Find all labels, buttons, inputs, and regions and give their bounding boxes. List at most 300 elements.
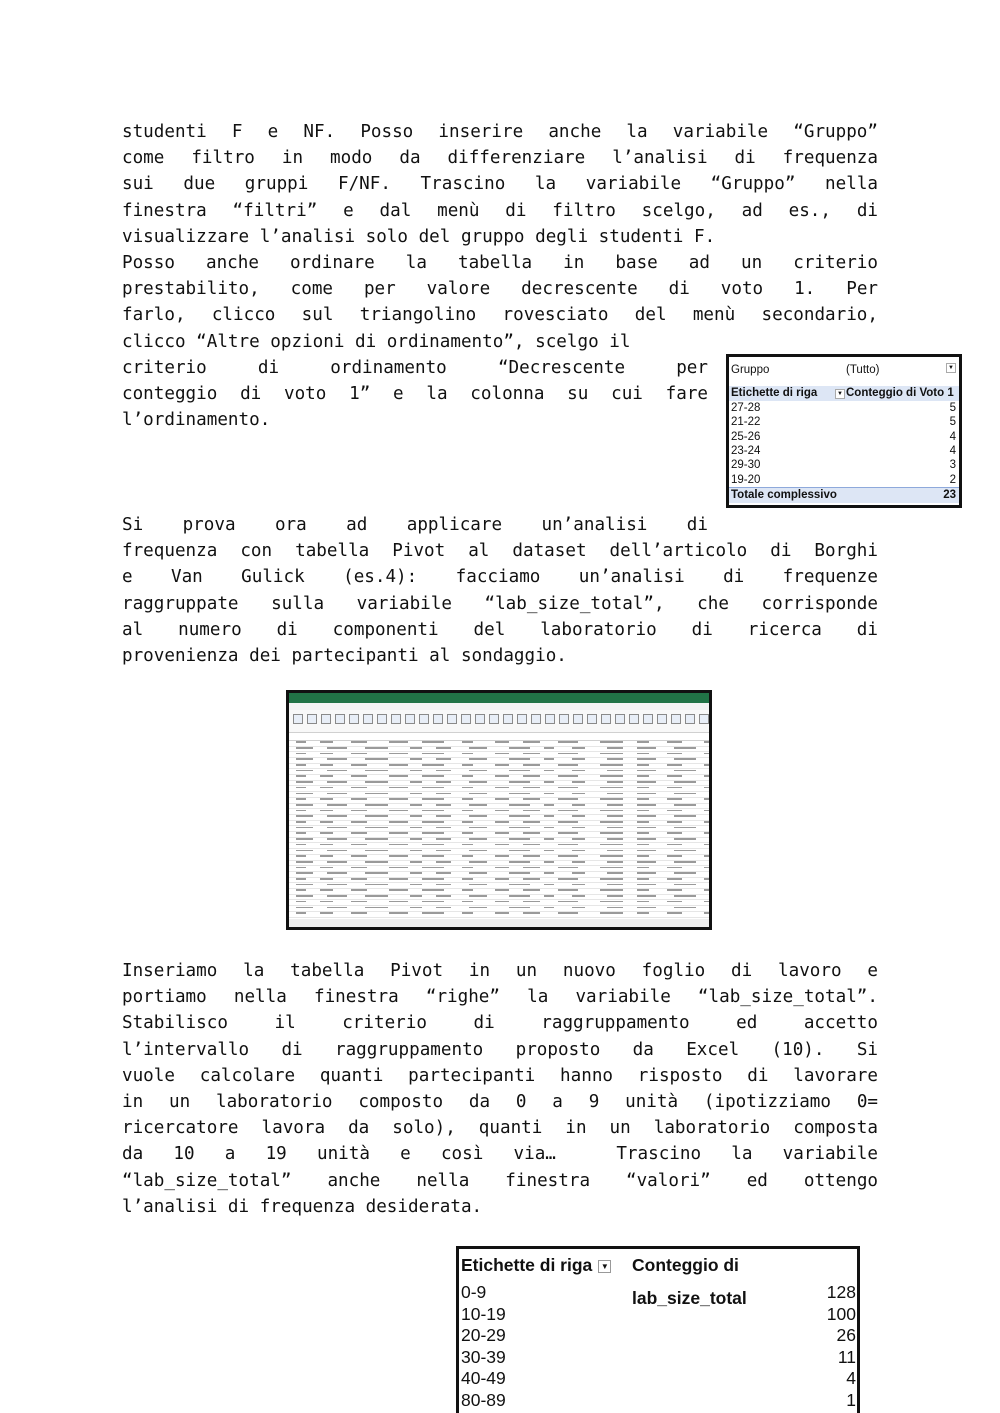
excel-cell [572,793,585,795]
excel-cell [320,832,333,834]
excel-cell [327,793,347,795]
ribbon-icon [685,714,695,724]
excel-cell [523,855,540,857]
text-line: provenienza dei partecipanti al sondaggio. [122,645,567,666]
ribbon-icon [475,714,485,724]
excel-cell [667,741,682,743]
excel-cell [410,770,422,772]
excel-cell [544,804,554,806]
excel-cell [523,798,540,800]
excel-cell [495,878,509,880]
row-labels-header-text: Etichette di riga [461,1255,593,1275]
excel-cell [704,878,709,880]
ribbon-icon [643,714,653,724]
value-header: Conteggio di Voto 1 [846,387,954,400]
excel-cell [704,775,709,777]
excel-cell [600,798,623,800]
excel-cell [495,912,509,914]
excel-cell [320,798,333,800]
text-line: portiamo nella finestra “righe” la variabile “lab_size_total”. [122,987,878,1008]
excel-cell [495,753,509,755]
excel-cell [351,832,367,834]
excel-ribbon [289,710,709,733]
excel-cell [558,798,578,800]
excel-cell [327,747,347,749]
excel-cell [637,867,649,869]
excel-cell [637,901,649,903]
ribbon-icon [293,714,303,724]
excel-cell [523,912,540,914]
excel-cell [462,844,473,846]
excel-cell [495,764,509,766]
excel-cell [351,787,367,789]
excel-cell [704,821,709,823]
ribbon-icon [307,714,317,724]
excel-cell [572,872,585,874]
excel-cell [436,872,451,874]
excel-cell [674,770,696,772]
text-line: vuole calcolare quanti partecipanti hanno risposto di lavorare [122,1065,878,1086]
ribbon-icon [419,714,429,724]
excel-cell [296,861,313,863]
ribbon-icon [657,714,667,724]
excel-cell [296,810,306,812]
excel-cell [607,793,623,795]
excel-cell [436,895,451,897]
excel-cell [523,753,540,755]
excel-cell [296,850,313,852]
excel-cell [320,855,333,857]
excel-cell [495,787,509,789]
excel-cell [544,793,554,795]
excel-cell [296,793,313,795]
excel-cell [509,907,530,909]
excel-cell [410,861,422,863]
text-line: clicco “Altre opzioni di ordinamento”, scelgo il [122,331,631,352]
excel-cell [320,901,333,903]
filter-dropdown-icon[interactable]: ▼ [946,363,956,373]
excel-cell [351,855,367,857]
excel-cell [422,901,444,903]
ribbon-icon [531,714,541,724]
excel-cell [544,895,554,897]
excel-cell [523,741,540,743]
excel-cell [558,912,578,914]
excel-cell [558,741,578,743]
excel-cell [667,810,682,812]
excel-cell [296,821,306,823]
excel-cell [422,855,444,857]
excel-cell [523,844,540,846]
excel-cell [462,901,473,903]
excel-cell [320,764,333,766]
text-line: da 10 a 19 unità e così via… Trascino la variabile [122,1144,878,1165]
excel-cell [637,798,649,800]
excel-cell [667,764,682,766]
excel-cell [607,747,623,749]
text-line: ricercatore lavora da solo), quanti in un laboratorio composta [122,1118,878,1139]
row-label: 25-26 [731,430,761,443]
row-label: 30-39 [461,1346,506,1367]
text-line: conteggio di voto 1” e la colonna su cui fare [122,383,708,404]
excel-cell [704,810,709,812]
excel-cell [422,878,444,880]
excel-cell [296,747,313,749]
excel-cell [509,827,530,829]
excel-cell [351,821,367,823]
excel-cell [637,844,649,846]
excel-cell [667,912,682,914]
excel-cell [410,781,422,783]
excel-cell [509,861,530,863]
excel-cell [422,753,444,755]
excel-cell [523,764,540,766]
excel-cell [509,793,530,795]
excel-cell [637,827,656,829]
excel-cell [523,821,540,823]
excel-cell [667,798,682,800]
excel-cell [495,844,509,846]
excel-cell [436,907,451,909]
excel-cell [365,907,388,909]
text-line: in un laboratorio composto da 0 a 9 unità (ipotizziamo 0= [122,1091,878,1112]
excel-cell [410,907,422,909]
text-line: Si prova ora ad applicare un’analisi di [122,515,708,535]
excel-cell [436,827,451,829]
excel-cell [365,747,388,749]
excel-cell [544,861,554,863]
pivot-table-voto [726,354,962,508]
row-value: 1 [846,1389,856,1410]
excel-cell [462,889,473,891]
paragraph-filter-group [122,119,878,250]
excel-cell [436,850,451,852]
excel-cell [600,867,623,869]
excel-cell [667,775,682,777]
excel-cell [365,861,388,863]
excel-cell [637,793,656,795]
excel-cell [320,878,333,880]
excel-cell [327,781,347,783]
excel-cell [495,810,509,812]
excel-cell [544,827,554,829]
excel-cell [637,907,656,909]
excel-cell [422,821,444,823]
excel-cell [572,781,585,783]
excel-cell [558,775,578,777]
excel-cell [674,895,696,897]
excel-cell [558,821,578,823]
excel-cell [296,867,306,869]
excel-cell [607,907,623,909]
ribbon-icon [363,714,373,724]
sort-dropdown-icon[interactable]: ▼ [598,1260,611,1273]
value-header: Conteggio di lab_size_total [632,1255,747,1308]
excel-cell [704,753,709,755]
excel-cell [509,872,530,874]
ribbon-icon [321,714,331,724]
excel-cell [351,775,367,777]
row-value: 4 [846,1368,856,1388]
excel-cell [558,787,578,789]
text-line: l’ordinamento. [122,410,271,431]
excel-cell [509,758,530,760]
excel-cell [389,855,408,857]
text-line: “lab_size_total” anche nella finestra “valori” ed ottengo [122,1170,878,1191]
excel-cell [462,867,473,869]
excel-cell [607,861,623,863]
excel-cell [320,867,333,869]
excel-cell [320,775,333,777]
excel-cell [365,827,388,829]
excel-cell [410,758,422,760]
excel-cell [422,741,444,743]
excel-cell [422,832,444,834]
excel-cell [389,787,408,789]
excel-cell [296,787,306,789]
excel-cell [509,781,530,783]
row-value: 100 [826,1303,856,1324]
ribbon-icon [629,714,639,724]
excel-cell [422,787,444,789]
excel-cell [296,895,313,897]
excel-cell [422,912,444,914]
excel-cell [637,895,656,897]
excel-cell [523,889,540,891]
excel-cell [351,798,367,800]
excel-cell [558,844,578,846]
row-label: 0-9 [461,1282,487,1302]
excel-cell [436,838,451,840]
excel-cell [637,850,656,852]
text-line: studenti F e NF. Posso inserire anche la variabile “Gruppo” [122,122,878,142]
excel-cell [296,855,306,857]
excel-cell [674,781,696,783]
excel-cell [509,770,530,772]
excel-cell [351,741,367,743]
excel-cell [600,889,623,891]
excel-cell [410,884,422,886]
row-value: 4 [949,430,956,443]
total-value: 23 [943,489,956,502]
excel-cell [495,867,509,869]
excel-cell [296,907,313,909]
excel-cell [410,793,422,795]
excel-cell [704,787,709,789]
excel-cell [422,810,444,812]
excel-cell [704,741,709,743]
excel-cell [365,758,388,760]
excel-cell [674,838,696,840]
table-row [729,430,959,444]
excel-cell [544,781,554,783]
row-value: 5 [949,401,956,414]
excel-cell [637,775,649,777]
filter-value: (Tutto) [846,364,880,376]
excel-cell [523,810,540,812]
excel-cell [495,832,509,834]
excel-sheet-tabs [289,919,709,927]
text-line: Inseriamo la tabella Pivot in un nuovo foglio di lavoro e [122,961,878,981]
row-label: 80-89 [461,1389,506,1410]
table-row [729,401,959,415]
excel-cell [462,764,473,766]
excel-cell [296,827,313,829]
row-label: 21-22 [731,416,761,429]
excel-cell [674,861,696,863]
excel-cell [572,850,585,852]
excel-cell [674,907,696,909]
excel-cell [544,872,554,874]
excel-cell [351,878,367,880]
sort-dropdown-icon[interactable]: ▼ [835,389,845,399]
excel-cell [607,804,623,806]
excel-cell [667,878,682,880]
pivot-header-row [729,386,959,400]
excel-cell [572,884,585,886]
excel-cell [296,878,306,880]
excel-cell [327,827,347,829]
excel-cell [462,821,473,823]
excel-cell [320,821,333,823]
excel-cell [389,775,408,777]
excel-cell [469,884,487,886]
excel-cell [410,850,422,852]
excel-cell [600,901,623,903]
excel-cell [296,758,313,760]
excel-cell [296,912,306,914]
excel-cell [558,901,578,903]
excel-cell [667,832,682,834]
excel-cell [674,758,696,760]
excel-cell [637,764,649,766]
table-row [459,1304,857,1326]
excel-cell [327,758,347,760]
text-line: e Van Gulick (es.4): facciamo un’analisi di frequenze [122,567,878,588]
excel-cell [600,741,623,743]
ribbon-icon [447,714,457,724]
table-row [459,1390,857,1412]
excel-title-bar [289,693,709,703]
excel-cell [469,815,487,817]
row-value: 5 [949,416,956,429]
text-line: Stabilisco il criterio di raggruppamento ed accetto [122,1013,878,1034]
excel-cell [351,889,367,891]
paragraph-pivot-grouping [122,958,878,1220]
excel-cell [667,855,682,857]
table-row [729,473,959,487]
excel-cell [637,741,649,743]
excel-cell [523,901,540,903]
excel-cell [296,889,306,891]
excel-cell [436,804,451,806]
excel-cell [296,753,306,755]
excel-cell [544,758,554,760]
excel-cell [637,889,649,891]
excel-cell [523,775,540,777]
text-line: farlo, clicco sul triangolino rovesciato del menù secondario, [122,305,878,326]
excel-cell [469,758,487,760]
row-value: 128 [826,1282,856,1302]
excel-cell [637,781,656,783]
excel-cell [422,764,444,766]
excel-cell [667,867,682,869]
excel-cell [422,889,444,891]
pivot-filter-row [729,363,959,377]
excel-cell [572,815,585,817]
excel-cell [572,907,585,909]
excel-cell [674,747,696,749]
excel-cell [296,741,306,743]
excel-cell [637,838,656,840]
excel-cell [544,884,554,886]
excel-cell [410,804,422,806]
excel-cell [351,810,367,812]
row-value: 11 [837,1346,856,1367]
excel-cell [637,810,649,812]
paragraph-borghi-dataset [122,512,878,669]
excel-cell [600,855,623,857]
row-label: 19-20 [731,473,761,486]
excel-cell [572,895,585,897]
excel-cell [410,815,422,817]
excel-cell [637,758,656,760]
excel-cell [674,804,696,806]
excel-cell [389,844,408,846]
row-labels-header [461,1249,611,1282]
excel-cell [523,832,540,834]
excel-cell [523,878,540,880]
table-row [459,1347,857,1369]
excel-cell [607,781,623,783]
excel-cell [296,832,306,834]
row-label: 20-29 [461,1325,506,1345]
excel-cell [523,867,540,869]
excel-cell [436,781,451,783]
excel-cell [365,815,388,817]
excel-cell [296,815,313,817]
excel-cell [469,850,487,852]
row-label: 10-19 [461,1303,506,1324]
excel-cell [637,878,649,880]
excel-cell [637,912,649,914]
excel-cell [410,838,422,840]
excel-cell [607,770,623,772]
excel-cell [351,764,367,766]
excel-cell [637,770,656,772]
excel-cell [704,889,709,891]
excel-cell [436,793,451,795]
excel-cell [436,770,451,772]
excel-cell [469,747,487,749]
excel-cell [389,901,408,903]
excel-cell [674,884,696,886]
ribbon-icon [671,714,681,724]
excel-cell [365,793,388,795]
excel-cell [637,747,656,749]
excel-cell [365,770,388,772]
ribbon-icon [461,714,471,724]
text-line: frequenza con tabella Pivot al dataset dell’articolo di Borghi [122,541,878,562]
excel-cell [558,867,578,869]
ribbon-icon [517,714,527,724]
excel-cell [351,753,367,755]
excel-ribbon-tabs [289,703,709,710]
excel-cell [600,775,623,777]
excel-cell [462,775,473,777]
excel-grid-row [289,911,709,918]
excel-cell [667,753,682,755]
